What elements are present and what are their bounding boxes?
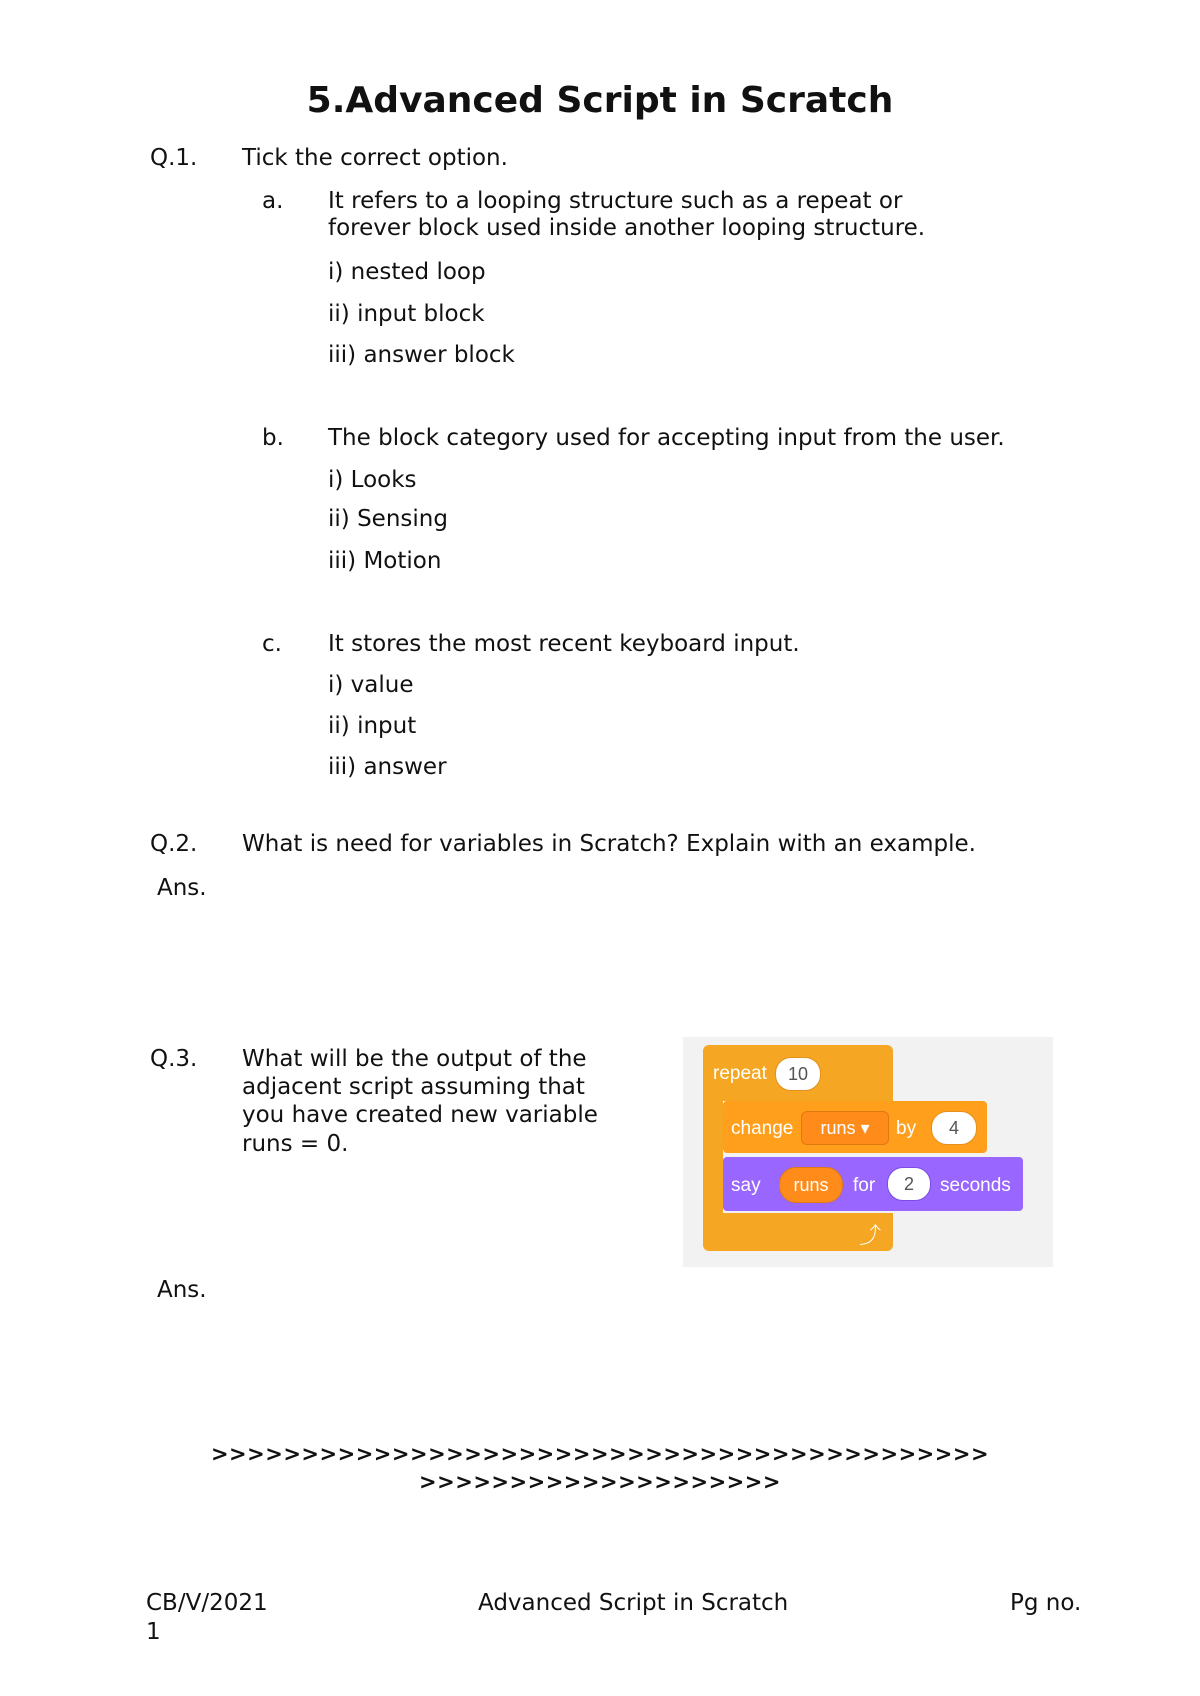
- runs-reporter: runs: [779, 1167, 843, 1203]
- repeat-label: repeat: [713, 1063, 767, 1084]
- q3-line-2: adjacent script assuming that: [242, 1074, 585, 1100]
- page-title: 5.Advanced Script in Scratch: [306, 80, 894, 121]
- q1b-option-2: ii) Sensing: [328, 506, 448, 532]
- q1c-option-3: iii) answer: [328, 754, 447, 780]
- q1b-option-1: i) Looks: [328, 467, 417, 493]
- divider-line-2: >>>>>>>>>>>>>>>>>>>>: [419, 1470, 781, 1494]
- q1c-letter: c.: [262, 631, 282, 657]
- q1-number: Q.1.: [150, 145, 198, 171]
- by-label: by: [896, 1118, 917, 1139]
- footer-code: CB/V/2021: [146, 1590, 268, 1616]
- change-label: change: [731, 1118, 794, 1139]
- q2-number: Q.2.: [150, 831, 198, 857]
- variable-dropdown: runs ▾: [801, 1111, 889, 1145]
- q1a-option-1: i) nested loop: [328, 259, 486, 285]
- say-label: say: [731, 1175, 761, 1196]
- q1a-question-line1: It refers to a looping structure such as a repeat or: [328, 188, 903, 214]
- q3-line-3: you have created new variable: [242, 1102, 598, 1128]
- by-value-input: 4: [931, 1111, 977, 1145]
- repeat-block-arm: [703, 1097, 723, 1217]
- q2-question: What is need for variables in Scratch? Explain with an example.: [242, 831, 976, 857]
- seconds-value-input: 2: [887, 1167, 931, 1201]
- q1b-option-3: iii) Motion: [328, 548, 442, 574]
- q1a-option-3: iii) answer block: [328, 342, 515, 368]
- q1c-option-2: ii) input: [328, 713, 417, 739]
- q1b-letter: b.: [262, 425, 284, 451]
- footer-page-number: 1: [146, 1619, 161, 1645]
- scratch-script-image: [683, 1037, 1053, 1267]
- q1a-letter: a.: [262, 188, 284, 214]
- q1c-question: It stores the most recent keyboard input.: [328, 631, 800, 657]
- q3-line-1: What will be the output of the: [242, 1046, 587, 1072]
- q1b-question: The block category used for accepting input from the user.: [328, 425, 1005, 451]
- seconds-label: seconds: [940, 1175, 1011, 1196]
- q3-number: Q.3.: [150, 1046, 198, 1072]
- loop-arrow-icon: ⤴: [859, 1223, 882, 1248]
- divider-line-1: >>>>>>>>>>>>>>>>>>>>>>>>>>>>>>>>>>>>>>>>>>>: [210, 1442, 990, 1466]
- q1-prompt: Tick the correct option.: [242, 145, 508, 171]
- q1a-option-2: ii) input block: [328, 301, 485, 327]
- footer-page-label: Pg no.: [1010, 1590, 1082, 1616]
- repeat-count-input: 10: [775, 1057, 821, 1091]
- for-label: for: [853, 1175, 876, 1196]
- q1a-question-line2: forever block used inside another looping structure.: [328, 215, 926, 241]
- q1c-option-1: i) value: [328, 672, 414, 698]
- q3-answer-label: Ans.: [157, 1277, 207, 1303]
- footer-title: Advanced Script in Scratch: [478, 1590, 789, 1616]
- q3-line-4: runs = 0.: [242, 1131, 349, 1157]
- q2-answer-label: Ans.: [157, 875, 207, 901]
